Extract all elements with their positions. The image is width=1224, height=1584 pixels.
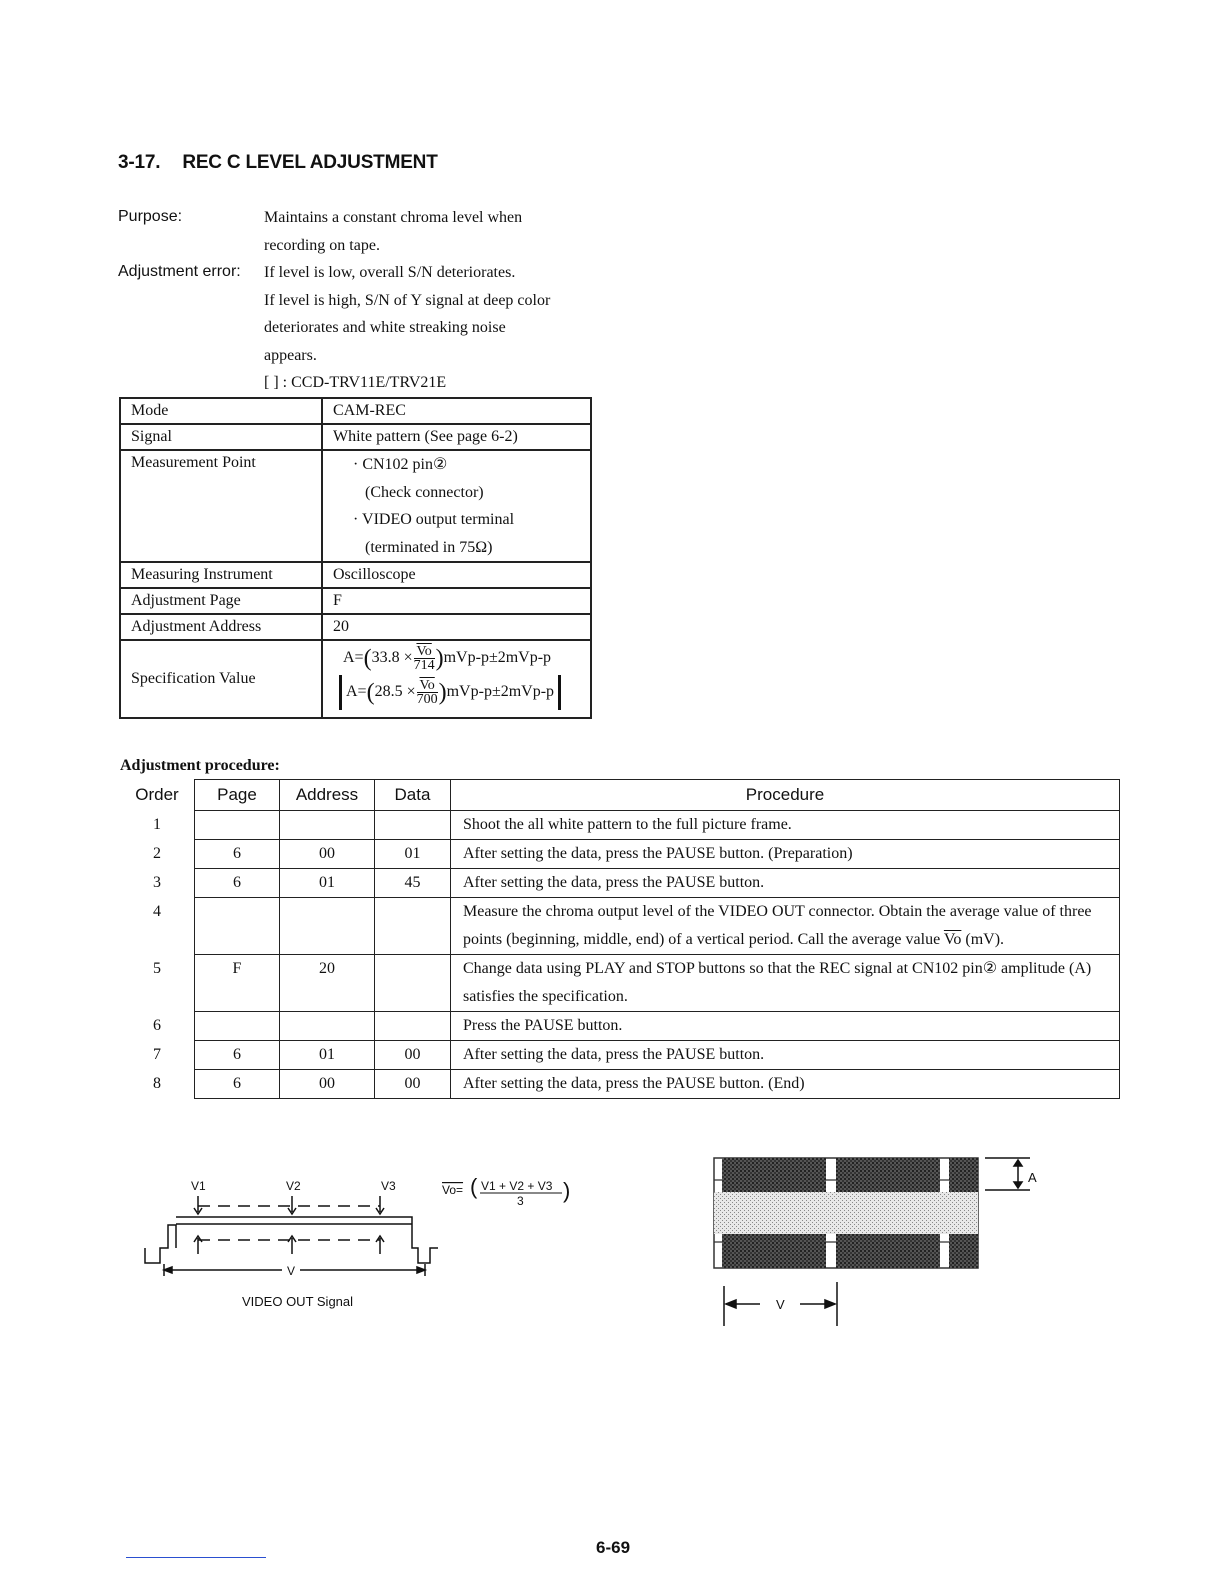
cell-procedure: Measure the chroma output level of the VIDEO OUT connector. Obtain the average value of three points (beginning, middle, end) of a vertical period. Call the average value $\overline{Vo}$ (mV).	[451, 898, 1120, 955]
dark-block	[949, 1158, 978, 1192]
spec-key: Measurement Point	[120, 450, 322, 562]
spec-value: CAM-REC	[322, 398, 591, 424]
table-row	[120, 1070, 1120, 1099]
cell-data: 01	[375, 840, 451, 869]
spec-key: Signal	[120, 424, 322, 450]
dashed-levels	[198, 1206, 380, 1240]
spec-row-address	[120, 614, 591, 640]
cell-order: 4	[153, 902, 161, 920]
cell-data: 00	[375, 1070, 451, 1099]
procedure-table	[120, 779, 1120, 1099]
spec-row-signal	[120, 424, 591, 450]
cell-page: 6	[195, 1041, 280, 1070]
pattern-blocks	[714, 1158, 978, 1268]
chroma-pattern-diagram	[700, 1150, 1060, 1330]
formula-close-paren: )	[563, 1178, 571, 1203]
error-line: If level is high, S/N of Y signal at deep color	[264, 291, 551, 309]
v3-label: V3	[381, 1179, 396, 1193]
cell-data: 00	[375, 1041, 451, 1070]
cell-page	[195, 898, 280, 955]
footer-rule	[126, 1557, 266, 1558]
cell-order: 3	[153, 873, 161, 891]
amplitude-marker	[985, 1158, 1030, 1190]
video-out-signal-diagram	[140, 1168, 600, 1318]
light-band	[714, 1192, 978, 1234]
table-row	[120, 840, 1120, 869]
cell-page: F	[195, 955, 280, 1012]
cell-page: 6	[195, 840, 280, 869]
table-row	[120, 1041, 1120, 1070]
cell-address: 20	[280, 955, 375, 1012]
table-row	[120, 811, 1120, 840]
purpose-line: Maintains a constant chroma level when	[264, 209, 523, 226]
cell-address	[280, 811, 375, 840]
spec-key: Adjustment Page	[120, 588, 322, 614]
v3-arrow-down	[376, 1196, 384, 1214]
header-procedure: Procedure	[451, 780, 1120, 811]
spec-key: Mode	[120, 398, 322, 424]
v1-label: V1	[191, 1179, 206, 1193]
cell-order: 1	[153, 815, 161, 833]
cell-address: 00	[280, 1070, 375, 1099]
cell-order: 2	[153, 844, 161, 862]
cell-data	[375, 955, 451, 1012]
adjustment-error-text	[264, 259, 604, 397]
v2-arrow-down	[288, 1196, 296, 1214]
cell-address: 01	[280, 869, 375, 898]
v-label: V	[287, 1264, 296, 1278]
diagram-caption: VIDEO OUT Signal	[242, 1294, 354, 1309]
v1-arrow-down	[194, 1196, 202, 1214]
spec-value: 20	[322, 614, 591, 640]
spec-value	[322, 640, 591, 718]
cell-address: 01	[280, 1041, 375, 1070]
formula-numerator: V1 + V2 + V3	[481, 1179, 553, 1193]
section-number: 3-17.	[118, 152, 161, 173]
table-row	[120, 1012, 1120, 1041]
spec-value: F	[322, 588, 591, 614]
cell-page	[195, 1012, 280, 1041]
purpose-label: Purpose:	[118, 208, 183, 225]
v2-arrow-up	[288, 1236, 296, 1254]
spec-row-mode	[120, 398, 591, 424]
dark-block	[836, 1158, 940, 1192]
cell-page	[195, 811, 280, 840]
error-line: If level is low, overall S/N deteriorates.	[264, 264, 516, 281]
cell-procedure: After setting the data, press the PAUSE button. (Preparation)	[451, 840, 1120, 869]
measure-line: · CN102 pin②	[353, 456, 448, 473]
cell-order: 5	[153, 959, 161, 977]
waveform-left-pulse	[145, 1225, 176, 1263]
cell-procedure: Shoot the all white pattern to the full picture frame.	[451, 811, 1120, 840]
dark-block	[722, 1234, 826, 1268]
spec-row-measurement-point	[120, 450, 591, 562]
cell-address	[280, 898, 375, 955]
table-row	[120, 869, 1120, 898]
cell-data: 45	[375, 869, 451, 898]
dark-block	[949, 1234, 978, 1268]
spec-key: Measuring Instrument	[120, 562, 322, 588]
cell-data	[375, 811, 451, 840]
section-heading: REC C LEVEL ADJUSTMENT	[182, 152, 438, 173]
spec-table	[119, 397, 592, 719]
spec-key: Specification Value	[120, 640, 322, 718]
cell-procedure: After setting the data, press the PAUSE button. (End)	[451, 1070, 1120, 1099]
cell-order: 6	[153, 1016, 161, 1034]
error-line: appears.	[264, 346, 317, 364]
v1-arrow-up	[194, 1236, 202, 1254]
purpose-text	[264, 204, 604, 259]
dark-block	[722, 1158, 826, 1192]
spec-formula: A=(33.8 × $\frac{\overline{Vo}}{714}$ )mVp-p±2mVp-p	[343, 643, 552, 673]
spec-formula-bracketed: A=(28.5 × $\frac{\overline{Vo}}{700}$ )mVp-p±2mVp-p	[339, 675, 561, 709]
page-number: 6-69	[596, 1538, 631, 1557]
dark-block	[836, 1234, 940, 1268]
header-order: Order	[135, 785, 179, 804]
formula-denominator: 3	[517, 1194, 524, 1208]
formula-lhs: Vo=	[442, 1183, 464, 1197]
cell-procedure: Press the PAUSE button.	[451, 1012, 1120, 1041]
table-row	[120, 898, 1120, 955]
spec-key: Adjustment Address	[120, 614, 322, 640]
measure-line: (terminated in 75Ω)	[365, 538, 493, 556]
v3-arrow-up	[376, 1236, 384, 1254]
cell-data	[375, 1012, 451, 1041]
cell-page: 6	[195, 869, 280, 898]
spec-value	[322, 450, 591, 562]
cell-page: 6	[195, 1070, 280, 1099]
procedure-header-row	[120, 780, 1120, 811]
spec-value: Oscilloscope	[322, 562, 591, 588]
cell-address	[280, 1012, 375, 1041]
spec-row-specification	[120, 640, 591, 718]
spec-row-instrument	[120, 562, 591, 588]
model-note: [ ] : CCD-TRV11E/TRV21E	[264, 374, 447, 391]
procedure-heading: Adjustment procedure:	[120, 757, 280, 774]
header-page: Page	[195, 780, 280, 811]
cell-procedure: Change data using PLAY and STOP buttons so that the REC signal at CN102 pin② amplitude (A) satisfies the specification.	[451, 955, 1120, 1012]
cell-procedure: After setting the data, press the PAUSE button.	[451, 869, 1120, 898]
cell-procedure: After setting the data, press the PAUSE button.	[451, 1041, 1120, 1070]
v2-label: V2	[286, 1179, 301, 1193]
cell-order: 7	[153, 1045, 161, 1063]
error-line: deteriorates and white streaking noise	[264, 319, 506, 336]
adjustment-error-label: Adjustment error:	[118, 263, 241, 280]
spec-value: White pattern (See page 6-2)	[322, 424, 591, 450]
measure-line: · VIDEO output terminal	[353, 511, 515, 528]
v-label: V	[776, 1297, 785, 1312]
formula-open-paren: (	[470, 1174, 478, 1199]
spec-row-page	[120, 588, 591, 614]
cell-order: 8	[153, 1074, 161, 1092]
header-data: Data	[375, 780, 451, 811]
header-address: Address	[280, 780, 375, 811]
cell-address: 00	[280, 840, 375, 869]
measure-line: (Check connector)	[365, 483, 484, 501]
section-title	[118, 152, 438, 174]
a-label: A	[1028, 1170, 1037, 1185]
table-row	[120, 955, 1120, 1012]
vo-symbol: $\overline{Vo}$	[943, 931, 962, 948]
purpose-line: recording on tape.	[264, 236, 380, 254]
cell-data	[375, 898, 451, 955]
